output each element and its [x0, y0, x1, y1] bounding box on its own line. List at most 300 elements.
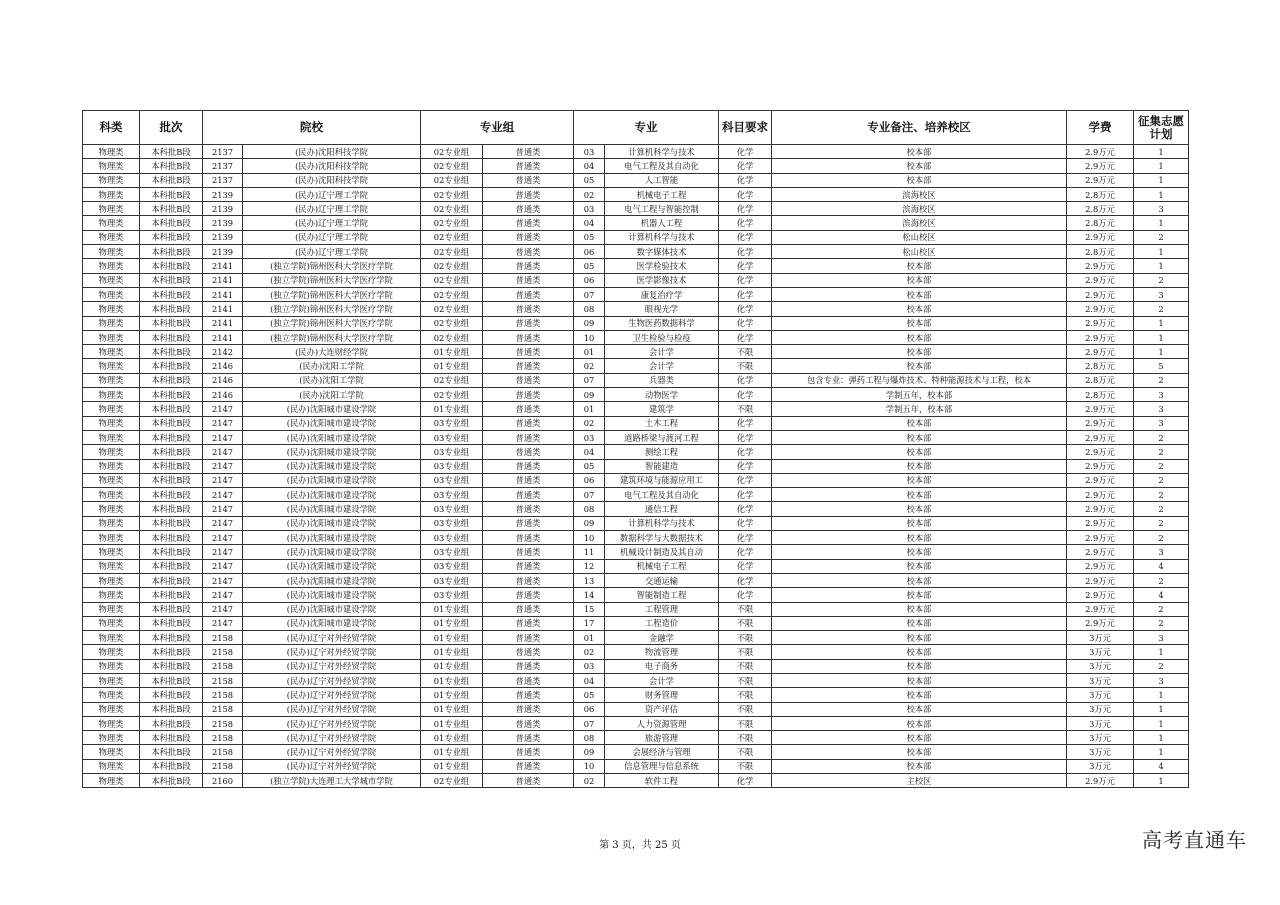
cell-group: 02专业组 — [421, 230, 483, 244]
cell-school-name: (民办)辽宁对外经贸学院 — [243, 702, 421, 716]
cell-fee: 2.9万元 — [1067, 488, 1134, 502]
cell-batch: 本科批B段 — [140, 645, 203, 659]
cell-school-name: (民办)沈阳城市建设学院 — [243, 416, 421, 430]
cell-fee: 3万元 — [1067, 631, 1134, 645]
cell-major-code: 01 — [574, 631, 605, 645]
table-row — [83, 545, 1189, 559]
cell-subject: 化学 — [719, 273, 772, 287]
cell-major-code: 03 — [574, 430, 605, 444]
cell-note: 校本部 — [772, 416, 1067, 430]
cell-fee: 2.9万元 — [1067, 159, 1134, 173]
cell-major-name: 电气工程及其自动化 — [605, 488, 719, 502]
cell-batch: 本科批B段 — [140, 416, 203, 430]
cell-fee: 2.9万元 — [1067, 430, 1134, 444]
cell-category: 物理类 — [83, 388, 140, 402]
cell-major-code: 03 — [574, 202, 605, 216]
cell-note: 校本部 — [772, 173, 1067, 187]
cell-plan: 1 — [1134, 645, 1189, 659]
cell-batch: 本科批B段 — [140, 216, 203, 230]
cell-plan: 3 — [1134, 673, 1189, 687]
cell-school-name: (民办)辽宁对外经贸学院 — [243, 759, 421, 773]
cell-group: 02专业组 — [421, 216, 483, 230]
cell-type: 普通类 — [483, 459, 574, 473]
cell-fee: 2.9万元 — [1067, 273, 1134, 287]
cell-plan: 2 — [1134, 602, 1189, 616]
cell-school-code: 2142 — [203, 345, 243, 359]
cell-major-name: 电气工程及其自动化 — [605, 159, 719, 173]
cell-subject: 化学 — [719, 545, 772, 559]
cell-type: 普通类 — [483, 602, 574, 616]
cell-school-name: (民办)沈阳工学院 — [243, 388, 421, 402]
cell-school-code: 2158 — [203, 759, 243, 773]
cell-type: 普通类 — [483, 402, 574, 416]
cell-category: 物理类 — [83, 731, 140, 745]
cell-group: 01专业组 — [421, 402, 483, 416]
cell-school-name: (民办)沈阳城市建设学院 — [243, 473, 421, 487]
cell-major-name: 机器人工程 — [605, 216, 719, 230]
cell-major-code: 01 — [574, 345, 605, 359]
cell-school-code: 2158 — [203, 702, 243, 716]
cell-batch: 本科批B段 — [140, 273, 203, 287]
cell-major-code: 10 — [574, 330, 605, 344]
cell-category: 物理类 — [83, 673, 140, 687]
cell-subject: 化学 — [719, 516, 772, 530]
cell-group: 03专业组 — [421, 559, 483, 573]
cell-category: 物理类 — [83, 302, 140, 316]
cell-batch: 本科批B段 — [140, 330, 203, 344]
cell-major-name: 会计学 — [605, 345, 719, 359]
cell-category: 物理类 — [83, 516, 140, 530]
cell-school-name: (民办)辽宁理工学院 — [243, 230, 421, 244]
cell-school-name: (民办)辽宁对外经贸学院 — [243, 745, 421, 759]
cell-type: 普通类 — [483, 516, 574, 530]
cell-major-name: 数据科学与大数据技术 — [605, 531, 719, 545]
cell-group: 03专业组 — [421, 488, 483, 502]
cell-type: 普通类 — [483, 774, 574, 788]
header-school: 院校 — [203, 111, 421, 145]
table-row — [83, 716, 1189, 730]
cell-major-name: 建筑环境与能源应用工 — [605, 473, 719, 487]
cell-school-name: (民办)沈阳科技学院 — [243, 159, 421, 173]
cell-type: 普通类 — [483, 545, 574, 559]
cell-category: 物理类 — [83, 459, 140, 473]
cell-major-code: 10 — [574, 531, 605, 545]
cell-school-name: (民办)沈阳城市建设学院 — [243, 545, 421, 559]
cell-note: 校本部 — [772, 316, 1067, 330]
cell-school-name: (独立学院)锦州医科大学医疗学院 — [243, 259, 421, 273]
table-row — [83, 588, 1189, 602]
cell-fee: 2.8万元 — [1067, 359, 1134, 373]
cell-fee: 2.8万元 — [1067, 216, 1134, 230]
cell-subject: 不限 — [719, 345, 772, 359]
cell-type: 普通类 — [483, 416, 574, 430]
cell-category: 物理类 — [83, 688, 140, 702]
cell-school-code: 2147 — [203, 430, 243, 444]
cell-school-code: 2147 — [203, 402, 243, 416]
cell-school-code: 2147 — [203, 459, 243, 473]
cell-major-code: 07 — [574, 373, 605, 387]
cell-note: 校本部 — [772, 345, 1067, 359]
table-row — [83, 645, 1189, 659]
cell-subject: 不限 — [719, 359, 772, 373]
cell-type: 普通类 — [483, 159, 574, 173]
table-row — [83, 573, 1189, 587]
cell-note: 松山校区 — [772, 245, 1067, 259]
table-row — [83, 745, 1189, 759]
cell-batch: 本科批B段 — [140, 302, 203, 316]
cell-major-code: 02 — [574, 359, 605, 373]
cell-fee: 2.9万元 — [1067, 502, 1134, 516]
table-row — [83, 287, 1189, 301]
cell-major-code: 03 — [574, 659, 605, 673]
cell-plan: 2 — [1134, 302, 1189, 316]
cell-school-code: 2137 — [203, 159, 243, 173]
cell-major-code: 04 — [574, 159, 605, 173]
cell-group: 03专业组 — [421, 531, 483, 545]
cell-group: 01专业组 — [421, 731, 483, 745]
cell-subject: 不限 — [719, 616, 772, 630]
cell-batch: 本科批B段 — [140, 559, 203, 573]
cell-note: 校本部 — [772, 159, 1067, 173]
cell-major-name: 土木工程 — [605, 416, 719, 430]
cell-major-name: 旅游管理 — [605, 731, 719, 745]
cell-major-name: 电气工程与智能控制 — [605, 202, 719, 216]
cell-major-name: 医学检验技术 — [605, 259, 719, 273]
cell-fee: 2.8万元 — [1067, 187, 1134, 201]
cell-category: 物理类 — [83, 187, 140, 201]
table-row — [83, 145, 1189, 159]
cell-subject: 化学 — [719, 445, 772, 459]
cell-major-name: 智能建造 — [605, 459, 719, 473]
cell-school-code: 2141 — [203, 316, 243, 330]
cell-plan: 2 — [1134, 473, 1189, 487]
cell-school-code: 2158 — [203, 688, 243, 702]
cell-group: 01专业组 — [421, 673, 483, 687]
cell-batch: 本科批B段 — [140, 745, 203, 759]
cell-major-code: 08 — [574, 302, 605, 316]
cell-type: 普通类 — [483, 731, 574, 745]
cell-subject: 化学 — [719, 230, 772, 244]
cell-note: 校本部 — [772, 545, 1067, 559]
cell-note: 校本部 — [772, 359, 1067, 373]
cell-type: 普通类 — [483, 216, 574, 230]
cell-plan: 4 — [1134, 588, 1189, 602]
table-row — [83, 731, 1189, 745]
cell-type: 普通类 — [483, 716, 574, 730]
cell-major-name: 测绘工程 — [605, 445, 719, 459]
table-row — [83, 216, 1189, 230]
cell-subject: 化学 — [719, 531, 772, 545]
cell-category: 物理类 — [83, 645, 140, 659]
cell-major-name: 电子商务 — [605, 659, 719, 673]
cell-group: 01专业组 — [421, 359, 483, 373]
header-row — [83, 111, 1189, 145]
cell-batch: 本科批B段 — [140, 359, 203, 373]
cell-category: 物理类 — [83, 602, 140, 616]
table-row — [83, 302, 1189, 316]
cell-school-name: (民办)辽宁对外经贸学院 — [243, 631, 421, 645]
cell-note: 学制五年，校本部 — [772, 402, 1067, 416]
cell-school-name: (民办)辽宁对外经贸学院 — [243, 716, 421, 730]
cell-category: 物理类 — [83, 216, 140, 230]
cell-note: 校本部 — [772, 287, 1067, 301]
cell-major-name: 眼视光学 — [605, 302, 719, 316]
cell-plan: 2 — [1134, 516, 1189, 530]
cell-note: 松山校区 — [772, 230, 1067, 244]
cell-school-name: (民办)沈阳城市建设学院 — [243, 488, 421, 502]
cell-school-code: 2158 — [203, 645, 243, 659]
cell-category: 物理类 — [83, 659, 140, 673]
cell-plan: 1 — [1134, 716, 1189, 730]
cell-category: 物理类 — [83, 488, 140, 502]
cell-school-code: 2147 — [203, 531, 243, 545]
cell-school-code: 2160 — [203, 774, 243, 788]
cell-subject: 不限 — [719, 673, 772, 687]
cell-major-name: 工程管理 — [605, 602, 719, 616]
cell-type: 普通类 — [483, 673, 574, 687]
cell-group: 02专业组 — [421, 173, 483, 187]
cell-subject: 不限 — [719, 645, 772, 659]
cell-plan: 1 — [1134, 316, 1189, 330]
cell-type: 普通类 — [483, 287, 574, 301]
table-row — [83, 245, 1189, 259]
cell-type: 普通类 — [483, 345, 574, 359]
cell-note: 校本部 — [772, 688, 1067, 702]
table-row — [83, 488, 1189, 502]
cell-major-name: 计算机科学与技术 — [605, 145, 719, 159]
table-row — [83, 516, 1189, 530]
table-row — [83, 688, 1189, 702]
table-row — [83, 273, 1189, 287]
cell-batch: 本科批B段 — [140, 759, 203, 773]
cell-school-name: (民办)辽宁对外经贸学院 — [243, 645, 421, 659]
cell-note: 校本部 — [772, 259, 1067, 273]
cell-school-name: (民办)沈阳工学院 — [243, 359, 421, 373]
cell-type: 普通类 — [483, 202, 574, 216]
cell-plan: 3 — [1134, 402, 1189, 416]
cell-group: 02专业组 — [421, 287, 483, 301]
cell-subject: 化学 — [719, 316, 772, 330]
cell-note: 校本部 — [772, 473, 1067, 487]
cell-batch: 本科批B段 — [140, 774, 203, 788]
cell-type: 普通类 — [483, 302, 574, 316]
cell-major-name: 机械电子工程 — [605, 559, 719, 573]
cell-category: 物理类 — [83, 345, 140, 359]
cell-group: 01专业组 — [421, 631, 483, 645]
cell-group: 02专业组 — [421, 187, 483, 201]
cell-plan: 1 — [1134, 330, 1189, 344]
cell-school-name: (民办)大连财经学院 — [243, 345, 421, 359]
cell-type: 普通类 — [483, 259, 574, 273]
cell-category: 物理类 — [83, 774, 140, 788]
cell-batch: 本科批B段 — [140, 373, 203, 387]
cell-subject: 化学 — [719, 774, 772, 788]
cell-major-code: 05 — [574, 173, 605, 187]
cell-fee: 2.9万元 — [1067, 545, 1134, 559]
page-number: 第 3 页，共 25 页 — [599, 840, 681, 851]
cell-type: 普通类 — [483, 359, 574, 373]
cell-type: 普通类 — [483, 702, 574, 716]
cell-plan: 1 — [1134, 731, 1189, 745]
cell-fee: 2.9万元 — [1067, 345, 1134, 359]
cell-school-code: 2158 — [203, 673, 243, 687]
cell-plan: 1 — [1134, 702, 1189, 716]
cell-school-name: (独立学院)大连理工大学城市学院 — [243, 774, 421, 788]
table-body — [83, 145, 1189, 788]
cell-type: 普通类 — [483, 473, 574, 487]
cell-subject: 不限 — [719, 402, 772, 416]
table-row — [83, 673, 1189, 687]
cell-major-code: 09 — [574, 516, 605, 530]
cell-school-name: (民办)沈阳城市建设学院 — [243, 516, 421, 530]
cell-group: 01专业组 — [421, 759, 483, 773]
cell-school-code: 2141 — [203, 259, 243, 273]
cell-type: 普通类 — [483, 373, 574, 387]
cell-group: 01专业组 — [421, 345, 483, 359]
cell-major-name: 道路桥梁与渡河工程 — [605, 430, 719, 444]
cell-group: 01专业组 — [421, 602, 483, 616]
cell-type: 普通类 — [483, 531, 574, 545]
cell-group: 01专业组 — [421, 716, 483, 730]
cell-category: 物理类 — [83, 373, 140, 387]
table-row — [83, 359, 1189, 373]
cell-major-code: 01 — [574, 402, 605, 416]
cell-subject: 化学 — [719, 187, 772, 201]
cell-school-code: 2141 — [203, 302, 243, 316]
cell-note: 主校区 — [772, 774, 1067, 788]
cell-batch: 本科批B段 — [140, 702, 203, 716]
cell-fee: 3万元 — [1067, 716, 1134, 730]
cell-note: 校本部 — [772, 430, 1067, 444]
cell-plan: 1 — [1134, 159, 1189, 173]
header-note: 专业备注、培养校区 — [772, 111, 1067, 145]
cell-school-code: 2141 — [203, 273, 243, 287]
cell-school-code: 2139 — [203, 230, 243, 244]
cell-plan: 2 — [1134, 459, 1189, 473]
cell-school-name: (民办)沈阳工学院 — [243, 373, 421, 387]
cell-type: 普通类 — [483, 330, 574, 344]
cell-note: 校本部 — [772, 673, 1067, 687]
cell-school-code: 2147 — [203, 416, 243, 430]
cell-plan: 1 — [1134, 245, 1189, 259]
cell-major-name: 会计学 — [605, 673, 719, 687]
cell-fee: 2.9万元 — [1067, 287, 1134, 301]
cell-note: 校本部 — [772, 573, 1067, 587]
admission-table — [82, 110, 1189, 788]
cell-type: 普通类 — [483, 173, 574, 187]
cell-fee: 2.9万元 — [1067, 259, 1134, 273]
cell-group: 02专业组 — [421, 273, 483, 287]
cell-major-name: 软件工程 — [605, 774, 719, 788]
cell-category: 物理类 — [83, 473, 140, 487]
cell-batch: 本科批B段 — [140, 259, 203, 273]
cell-type: 普通类 — [483, 631, 574, 645]
cell-subject: 不限 — [719, 716, 772, 730]
cell-school-code: 2146 — [203, 373, 243, 387]
cell-school-code: 2147 — [203, 602, 243, 616]
cell-group: 03专业组 — [421, 430, 483, 444]
cell-major-name: 会计学 — [605, 359, 719, 373]
table-row — [83, 602, 1189, 616]
cell-batch: 本科批B段 — [140, 659, 203, 673]
table-row — [83, 445, 1189, 459]
cell-school-code: 2137 — [203, 173, 243, 187]
cell-category: 物理类 — [83, 202, 140, 216]
cell-major-name: 生物医药数据科学 — [605, 316, 719, 330]
cell-category: 物理类 — [83, 745, 140, 759]
cell-note: 校本部 — [772, 459, 1067, 473]
cell-plan: 3 — [1134, 202, 1189, 216]
cell-school-name: (民办)沈阳城市建设学院 — [243, 502, 421, 516]
cell-group: 03专业组 — [421, 502, 483, 516]
cell-subject: 不限 — [719, 659, 772, 673]
cell-fee: 2.9万元 — [1067, 445, 1134, 459]
cell-major-name: 机械设计制造及其自动 — [605, 545, 719, 559]
cell-category: 物理类 — [83, 702, 140, 716]
cell-major-code: 08 — [574, 731, 605, 745]
cell-batch: 本科批B段 — [140, 716, 203, 730]
cell-major-name: 计算机科学与技术 — [605, 230, 719, 244]
cell-major-name: 康复治疗学 — [605, 287, 719, 301]
cell-fee: 3万元 — [1067, 688, 1134, 702]
header-major: 专业 — [574, 111, 719, 145]
cell-batch: 本科批B段 — [140, 230, 203, 244]
cell-subject: 不限 — [719, 631, 772, 645]
cell-category: 物理类 — [83, 445, 140, 459]
cell-batch: 本科批B段 — [140, 430, 203, 444]
cell-type: 普通类 — [483, 573, 574, 587]
cell-school-name: (民办)沈阳城市建设学院 — [243, 531, 421, 545]
cell-plan: 3 — [1134, 388, 1189, 402]
cell-fee: 2.9万元 — [1067, 173, 1134, 187]
table-row — [83, 759, 1189, 773]
cell-school-code: 2158 — [203, 716, 243, 730]
table-row — [83, 259, 1189, 273]
cell-note: 校本部 — [772, 645, 1067, 659]
cell-note: 校本部 — [772, 731, 1067, 745]
cell-school-code: 2139 — [203, 202, 243, 216]
cell-plan: 2 — [1134, 230, 1189, 244]
cell-major-code: 05 — [574, 259, 605, 273]
cell-batch: 本科批B段 — [140, 688, 203, 702]
cell-category: 物理类 — [83, 430, 140, 444]
cell-plan: 1 — [1134, 745, 1189, 759]
cell-batch: 本科批B段 — [140, 545, 203, 559]
cell-note: 校本部 — [772, 602, 1067, 616]
cell-plan: 3 — [1134, 416, 1189, 430]
cell-school-name: (民办)沈阳城市建设学院 — [243, 430, 421, 444]
cell-plan: 5 — [1134, 359, 1189, 373]
table-row — [83, 402, 1189, 416]
cell-type: 普通类 — [483, 230, 574, 244]
cell-note: 校本部 — [772, 631, 1067, 645]
cell-group: 03专业组 — [421, 459, 483, 473]
cell-major-name: 工程造价 — [605, 616, 719, 630]
cell-plan: 2 — [1134, 430, 1189, 444]
header-subject: 科目要求 — [719, 111, 772, 145]
cell-major-name: 财务管理 — [605, 688, 719, 702]
cell-batch: 本科批B段 — [140, 202, 203, 216]
watermark-logo: 高考直通车 — [1142, 828, 1247, 852]
cell-subject: 化学 — [719, 416, 772, 430]
cell-category: 物理类 — [83, 631, 140, 645]
cell-subject: 化学 — [719, 388, 772, 402]
cell-category: 物理类 — [83, 287, 140, 301]
cell-school-code: 2137 — [203, 145, 243, 159]
cell-type: 普通类 — [483, 273, 574, 287]
cell-school-code: 2147 — [203, 516, 243, 530]
cell-fee: 2.9万元 — [1067, 330, 1134, 344]
